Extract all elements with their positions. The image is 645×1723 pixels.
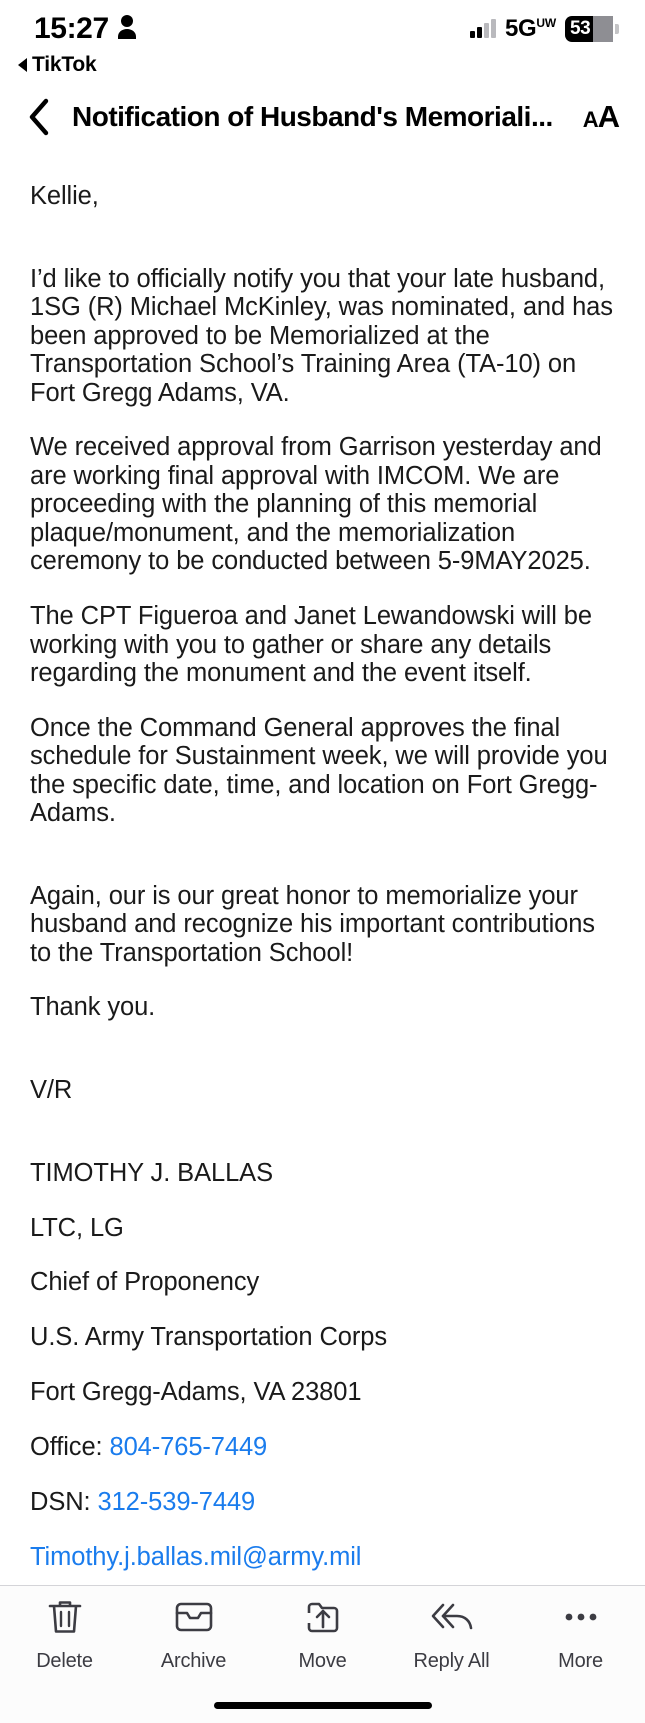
battery-icon (565, 16, 619, 42)
person-icon (116, 14, 138, 45)
office-phone-link[interactable]: 804-765-7449 (109, 1432, 268, 1461)
signature-location: Fort Gregg-Adams, VA 23801 (30, 1378, 362, 1407)
signature-title: Chief of Proponency (30, 1268, 260, 1297)
delete-label: Delete (36, 1650, 93, 1673)
move-label: Move (298, 1650, 347, 1673)
message-toolbar (0, 1585, 645, 1689)
back-button[interactable] (22, 97, 56, 137)
navigation-bar (0, 78, 645, 156)
spacer (30, 1048, 617, 1076)
back-to-app-label: TikTok (32, 53, 97, 76)
trash-icon (46, 1597, 84, 1642)
message-body-scroll[interactable] (0, 156, 645, 1585)
spacer (30, 854, 617, 882)
signature-organization: U.S. Army Transportation Corps (30, 1323, 387, 1352)
dsn-label: DSN: (30, 1487, 98, 1516)
reply-all-label: Reply All (413, 1650, 490, 1673)
dsn-phone-link[interactable]: 312-539-7449 (97, 1487, 256, 1516)
home-indicator-area (0, 1689, 645, 1723)
status-bar-left (34, 12, 138, 46)
battery-level: 53 (570, 18, 591, 39)
aa-big-letter: A (597, 99, 619, 134)
signature-email-link[interactable]: Timothy.j.ballas.mil@army.mil (30, 1542, 362, 1571)
message-paragraph-5: Again, our is our great honor to memorialize your husband and recognize his important contributions to the Transportation School! (30, 881, 595, 967)
status-bar (0, 0, 645, 52)
back-to-app-link[interactable] (0, 52, 645, 78)
page-title: Notification of Husband's Memoriali... (72, 101, 553, 132)
reply-all-button[interactable] (387, 1597, 516, 1673)
signal-bars-icon (470, 20, 496, 38)
move-folder-icon (303, 1597, 343, 1642)
signature-office (30, 1433, 617, 1462)
message-content (30, 182, 617, 1571)
archive-box-icon (173, 1597, 215, 1642)
status-time: 15:27 (34, 12, 109, 45)
status-bar-right (470, 15, 619, 43)
text-size-button[interactable] (583, 99, 619, 135)
message-paragraph-6: Thank you. (30, 993, 156, 1022)
delete-button[interactable] (0, 1597, 129, 1673)
signature-name: TIMOTHY J. BALLAS (30, 1158, 273, 1187)
spacer (30, 1131, 617, 1159)
archive-label: Archive (160, 1650, 227, 1673)
message-paragraph-1: I’d like to officially notify you that your late husband, 1SG (R) Michael McKinley, was nominated, and has been approved to be Memorialized at the Transportation School’s Training Area (TA-10) on Fort Gregg Adams, VA. (30, 264, 613, 407)
chevron-left-icon (27, 97, 51, 137)
office-label: Office: (30, 1432, 110, 1461)
ellipsis-icon (561, 1597, 601, 1642)
message-greeting: Kellie, (30, 182, 99, 210)
archive-button[interactable] (129, 1597, 258, 1673)
message-paragraph-4: Once the Command General approves the final schedule for Sustainment week, we will provide you the specific date, time, and location on Fort Gregg-Adams. (30, 713, 608, 828)
reply-all-icon (429, 1597, 475, 1642)
aa-small-letter: A (582, 107, 598, 132)
move-button[interactable] (258, 1597, 387, 1673)
signature-dsn (30, 1488, 617, 1517)
message-paragraph-2: We received approval from Garrison yesterday and are working final approval with IMCOM. We are proceeding with the planning of this memorial plaque/monument, and the memorialization ceremony to be conducted between 5-9MAY2025. (30, 433, 602, 576)
more-button[interactable] (516, 1597, 645, 1673)
spacer (30, 237, 617, 265)
more-label: More (558, 1650, 603, 1673)
message-paragraph-3: The CPT Figueroa and Janet Lewandowski will be working with you to gather or share any details regarding the monument and the event itself. (30, 602, 592, 688)
signature-vr: V/R (30, 1076, 73, 1105)
signature-rank: LTC, LG (30, 1213, 124, 1242)
back-triangle-icon (18, 58, 27, 72)
network-type-label: 5G UW (504, 15, 556, 42)
home-indicator[interactable] (214, 1702, 432, 1709)
